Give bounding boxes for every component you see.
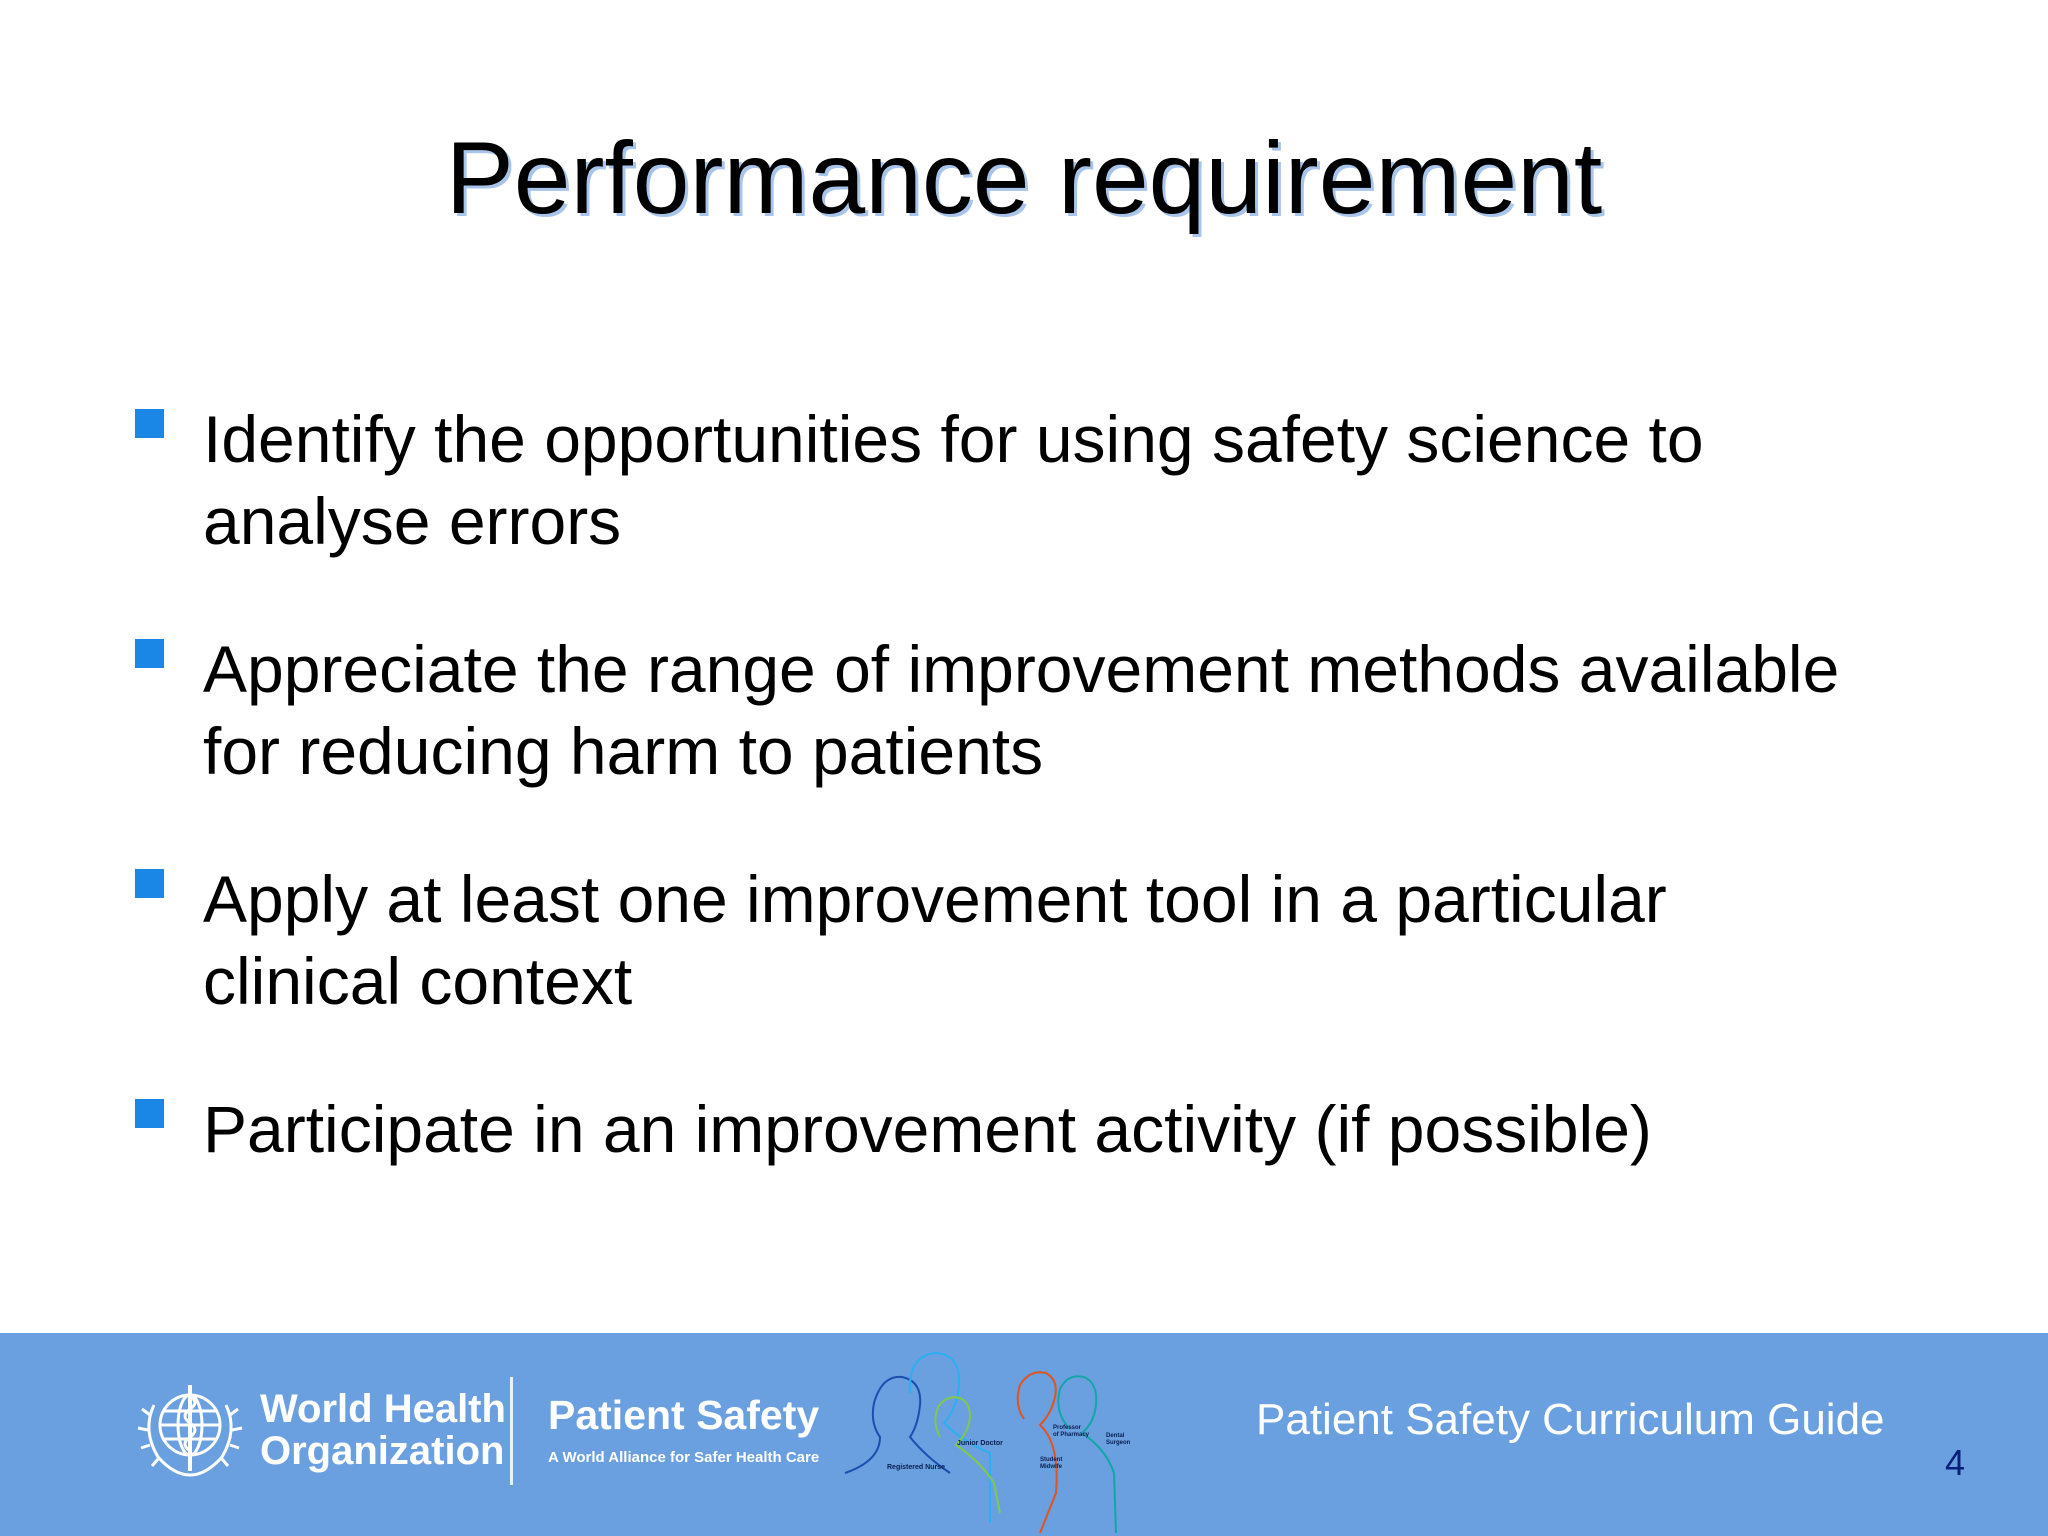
bullet-list: [135, 398, 1955, 1236]
bullet-square-icon: [135, 869, 164, 898]
bullet-text-line2: analyse errors: [203, 484, 622, 558]
bullet-item: [135, 1088, 1955, 1170]
bullet-text-line2: clinical context: [203, 944, 633, 1018]
patient-safety-logo: [548, 1391, 819, 1466]
label-professor-line2: of Pharmacy: [1053, 1432, 1090, 1438]
who-emblem-icon: [130, 1375, 250, 1485]
bullet-square-icon: [135, 409, 164, 438]
bullet-item: [135, 628, 1955, 792]
who-name-line1: World Health: [260, 1387, 506, 1431]
health-workers-silhouettes: [840, 1333, 1170, 1536]
footer-bar: [0, 1333, 2048, 1536]
slide-title: Performance requirement: [445, 121, 1603, 235]
label-junior-doctor: Junior Doctor: [957, 1440, 1003, 1447]
patient-safety-title: Patient Safety: [548, 1392, 820, 1438]
bullet-text-line1: Apply at least one improvement tool in a particular: [203, 862, 1667, 936]
bullet-square-icon: [135, 1099, 164, 1128]
bullet-text-line2: for reducing harm to patients: [203, 714, 1044, 788]
patient-safety-subtitle: A World Alliance for Safer Health Care: [548, 1449, 820, 1466]
label-registered-nurse: Registered Nurse: [887, 1464, 945, 1471]
logo-divider: [510, 1377, 513, 1485]
bullet-item: [135, 858, 1955, 1022]
bullet-square-icon: [135, 639, 164, 668]
who-logo: [130, 1375, 506, 1485]
label-dental-line1: Dental: [1106, 1433, 1125, 1439]
bullet-item: [135, 398, 1955, 562]
label-student-line1: Student: [1040, 1457, 1063, 1463]
bullet-text-line1: Appreciate the range of improvement methods available: [203, 632, 1840, 706]
who-name: [260, 1388, 506, 1472]
label-student-line2: Midwife: [1040, 1464, 1062, 1470]
page-number: 4: [1945, 1442, 1966, 1483]
curriculum-guide-label: Patient Safety Curriculum Guide: [1256, 1395, 1885, 1444]
label-dental-line2: Surgeon: [1106, 1440, 1131, 1446]
label-professor-line1: Professor: [1053, 1425, 1082, 1431]
bullet-text-line1: Participate in an improvement activity (if possible): [203, 1092, 1652, 1166]
bullet-text-line1: Identify the opportunities for using safety science to: [203, 402, 1704, 476]
who-name-line2: Organization: [260, 1429, 505, 1473]
